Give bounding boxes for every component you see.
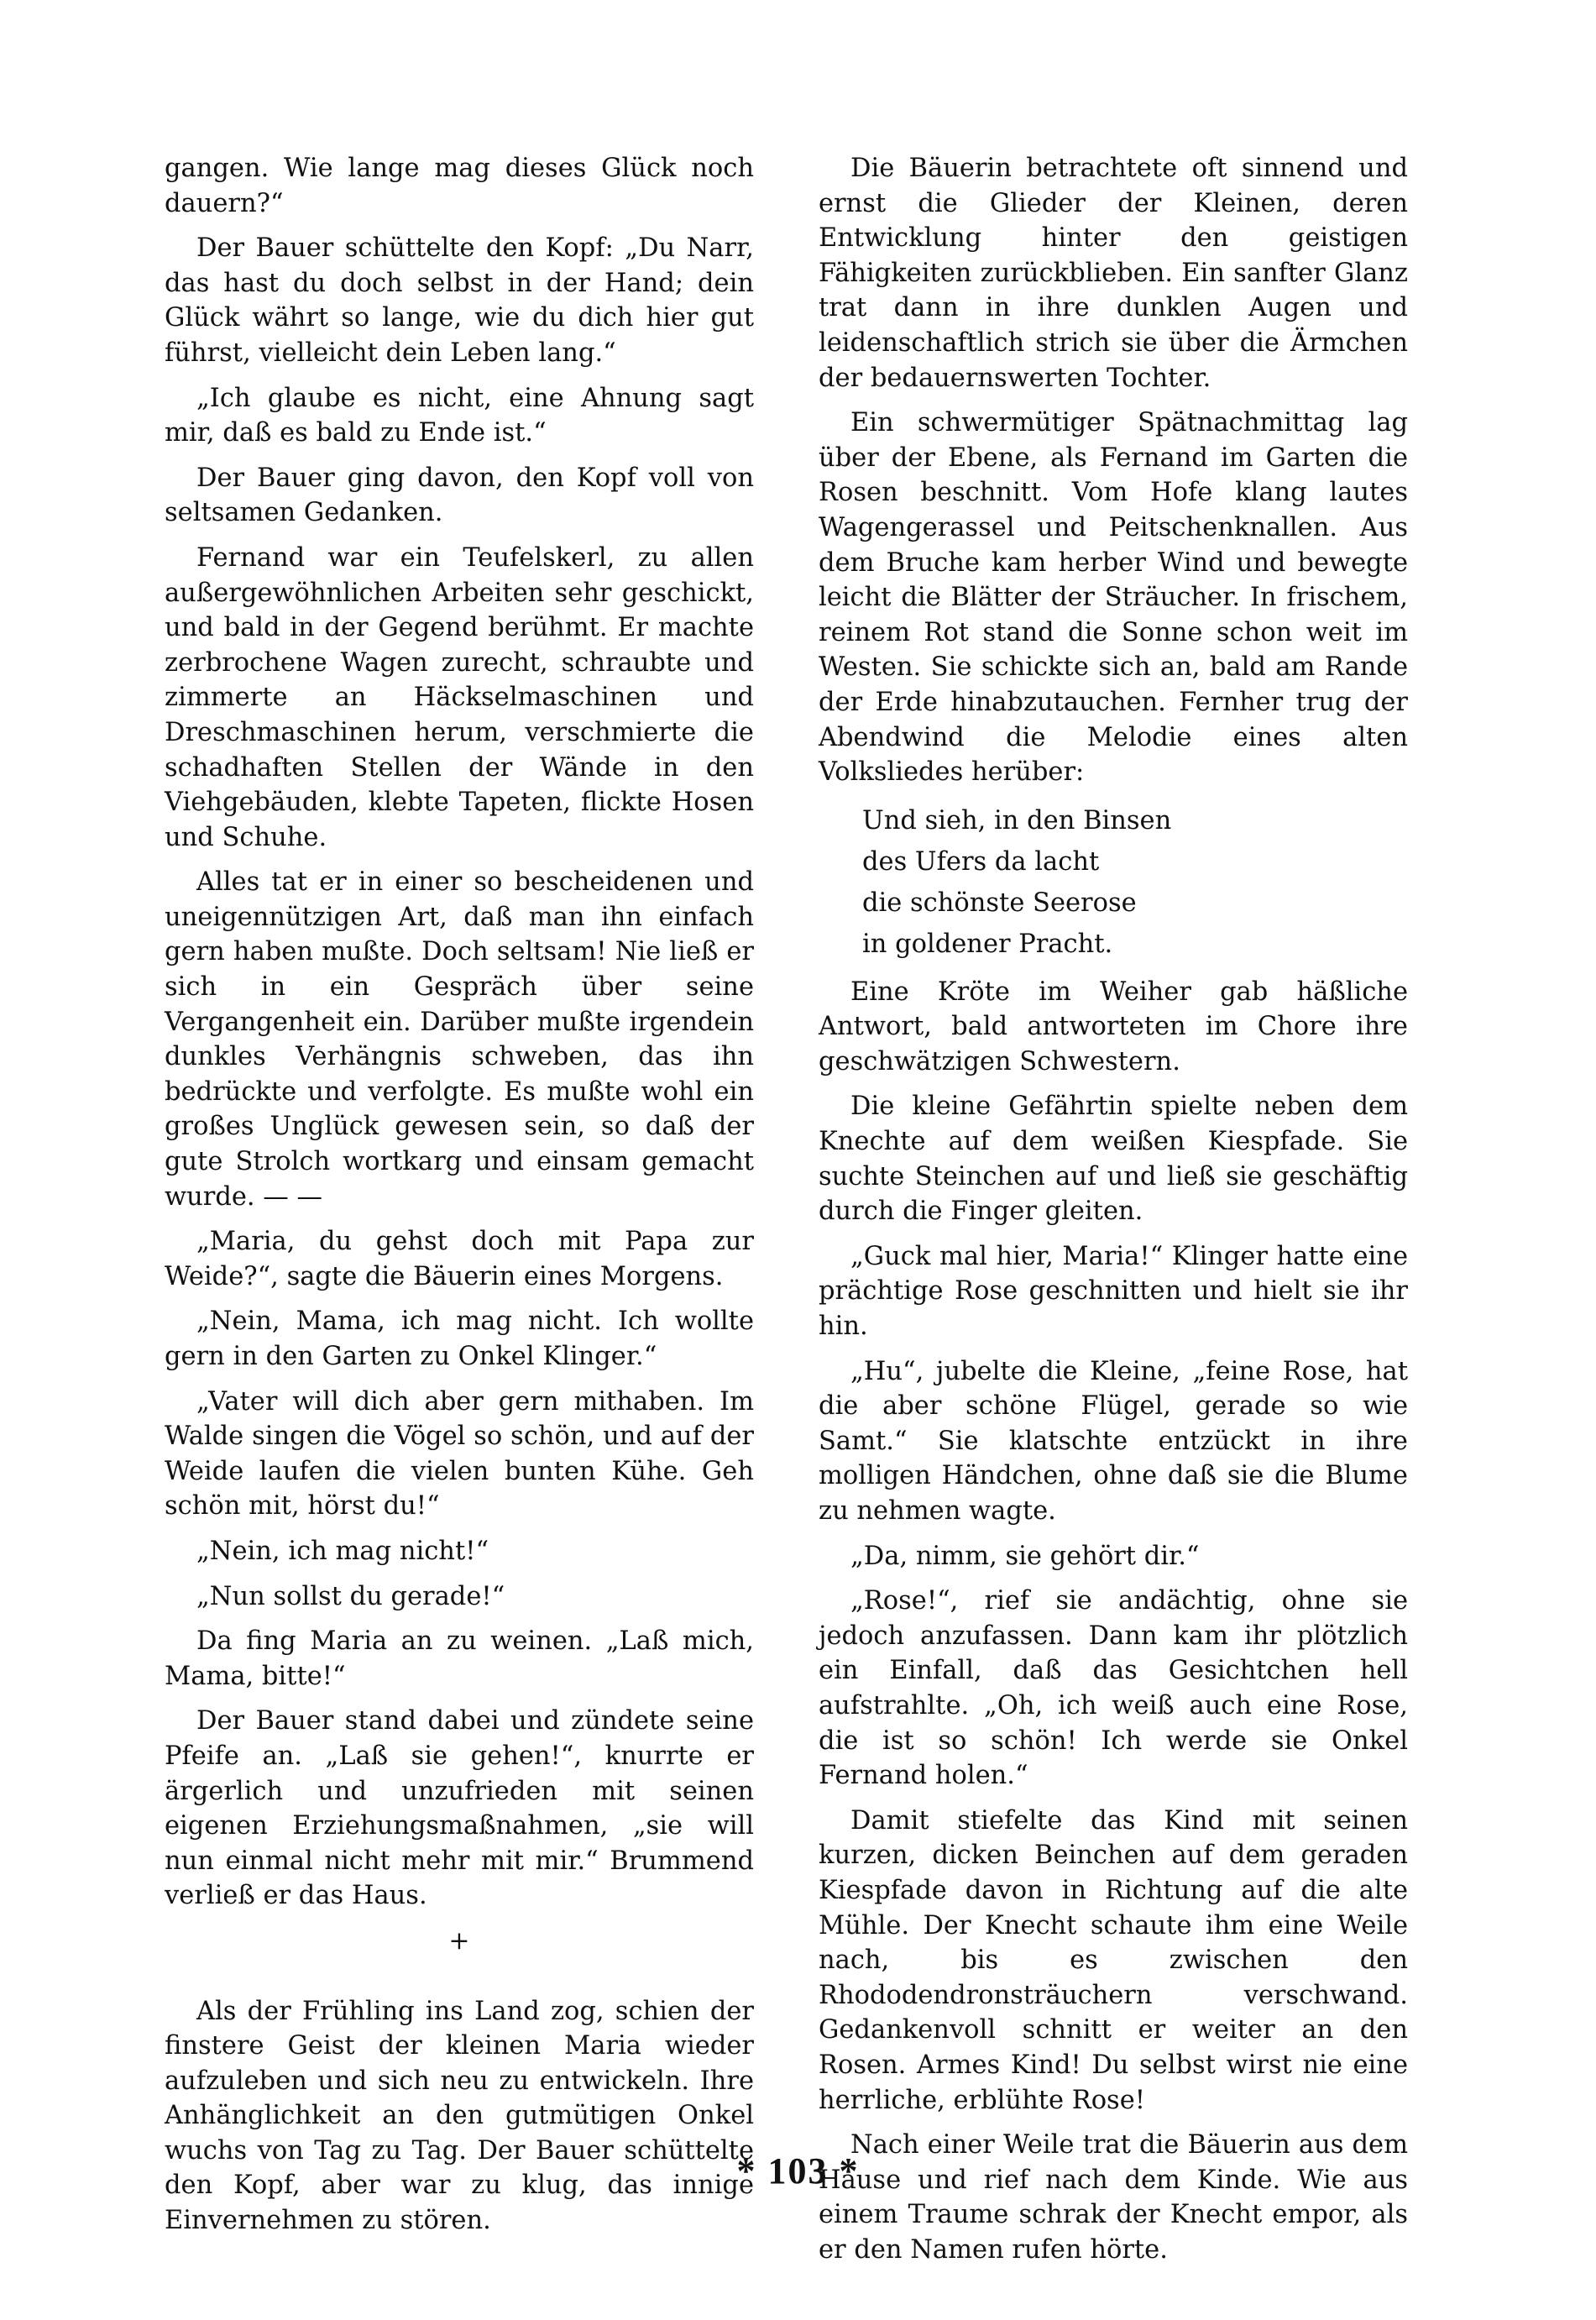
- section-divider: +: [448, 1925, 470, 1956]
- verse-line: die schönste Seerose: [862, 888, 1137, 918]
- paragraph: Damit stiefelte das Kind mit seinen kurzen, dicken Beinchen auf dem geraden Kiespfade davon in Richtung auf die alte Mühle. Der Knecht schaute ihm eine Weile nach, bis es zwischen den Rhododendronsträuchern verschwand. Gedankenvoll schnitt er weiter an den Rosen. Armes Kind! Du selbst wirst nie eine herrliche, erblühte Rose!: [819, 1805, 1408, 2115]
- paragraph: Die Bäuerin betrachtete oft sinnend und ernst die Glieder der Kleinen, deren Entwicklung hinter den geistigen Fähigkeiten zurückblieben. Ein sanfter Glanz trat dann in ihre dunklen Augen und leidenschaftlich strich sie über die Ärmchen der bedauernswerten Tochter.: [819, 154, 1408, 393]
- paragraph: Eine Kröte im Weiher gab häßliche Antwort, bald antworteten im Chore ihre geschwätzigen Schwestern.: [819, 977, 1408, 1076]
- paragraph: „Hu“, jubelte die Kleine, „feine Rose, hat die aber schöne Flügel, gerade so wie Samt.“ Sie klatschte entzückt in ihre molligen Händchen, ohne daß sie die Blume zu nehmen wagte.: [819, 1356, 1408, 1526]
- paragraph: „Nein, Mama, ich mag nicht. Ich wollte gern in den Garten zu Onkel Klinger.“: [165, 1307, 754, 1371]
- song-verse: [862, 800, 1408, 965]
- paragraph: Alles tat er in einer so bescheidenen und uneigennützigen Art, daß man ihn einfach gern haben mußte. Doch seltsam! Nie ließ er sich in ein Gespräch über seine Vergangenheit ein. Darüber mußte irgendein dunkles Verhängnis schweben, das ihn bedrückte und verfolgte. Es mußte wohl ein großes Unglück gewesen sein, so daß der gute Strolch wortkarg und einsam gemacht wurde. — —: [165, 867, 754, 1212]
- paragraph: Der Bauer schüttelte den Kopf: „Du Narr, das hast du doch selbst in der Hand; dein Glück währt so lange, wie du dich hier gut führst, vielleicht dein Leben lang.“: [165, 233, 754, 368]
- paragraph: Fernand war ein Teufelskerl, zu allen außergewöhnlichen Arbeiten sehr geschickt, und bald in der Gegend berühmt. Er machte zerbrochene Wagen zurecht, schraubte und zimmerte an Häckselmaschinen und Dreschmaschinen herum, verschmierte die schadhaften Stellen der Wände in den Viehgebäuden, klebte Tapeten, flickte Hosen und Schuhe.: [165, 542, 754, 852]
- paragraph: „Rose!“, rief sie andächtig, ohne sie jedoch anzufassen. Dann kam ihr plötzlich ein Einfall, daß das Gesichtchen hell aufstrahlte. „Oh, ich weiß auch eine Rose, die ist so schön! Ich werde sie Onkel Fernand holen.“: [819, 1586, 1408, 1791]
- paragraph: „Vater will dich aber gern mithaben. Im Walde singen die Vögel so schön, und auf der Weide laufen die vielen bunten Kühe. Geh schön mit, hörst du!“: [165, 1386, 754, 1521]
- paragraph: Ein schwermütiger Spätnachmittag lag über der Ebene, als Fernand im Garten die Rosen beschnitt. Vom Hofe klang lautes Wagengerassel und Peitschenknallen. Aus dem Bruche kam herber Wind und bewegte leicht die Blätter der Sträucher. In frischem, reinem Rot stand die Sonne schon weit im Westen. Sie schickte sich an, bald am Rande der Erde hinabzutauchen. Fernher trug der Abendwind die Melodie eines alten Volksliedes herüber:: [819, 408, 1408, 788]
- verse-line: Und sieh, in den Binsen: [862, 805, 1172, 835]
- left-column: [165, 151, 754, 2249]
- right-column: [819, 151, 1408, 2277]
- paragraph: Da fing Maria an zu weinen. „Laß mich, Mama, bitte!“: [165, 1626, 754, 1691]
- paragraph: Als der Frühling ins Land zog, schien der finstere Geist der kleinen Maria wieder aufzuleben und sich neu zu entwickeln. Ihre Anhänglichkeit an den gutmütigen Onkel wuchs von Tag zu Tag. Der Bauer schüttelte den Kopf, aber war zu klug, das innige Einvernehmen zu stören.: [165, 1996, 754, 2236]
- paragraph: „Maria, du gehst doch mit Papa zur Weide?“, sagte die Bäuerin eines Morgens.: [165, 1227, 754, 1291]
- paragraph: Der Bauer stand dabei und zündete seine Pfeife an. „Laß sie gehen!“, knurrte er ärgerlich und unzufrieden mit seinen eigenen Erziehungsmaßnahmen, „sie will nun einmal nicht mehr mit mir.“ Brummend verließ er das Haus.: [165, 1706, 754, 1911]
- paragraph: „Nun sollst du gerade!“: [196, 1581, 505, 1611]
- verse-line: in goldener Pracht.: [862, 929, 1113, 959]
- paragraph: Die kleine Gefährtin spielte neben dem Knechte auf dem weißen Kiespfade. Sie suchte Steinchen auf und ließ sie geschäftig durch die Finger gleiten.: [819, 1092, 1408, 1227]
- paragraph: „Ich glaube es nicht, eine Ahnung sagt mir, daß es bald zu Ende ist.“: [165, 383, 754, 448]
- paragraph: Der Bauer ging davon, den Kopf voll von seltsamen Gedanken.: [165, 463, 754, 528]
- paragraph: „Nein, ich mag nicht!“: [196, 1536, 489, 1566]
- paragraph: Nach einer Weile trat die Bäuerin aus dem Hause und rief nach dem Kinde. Wie aus einem Traume schrak der Knecht empor, als er den Namen rufen hörte.: [819, 2130, 1408, 2265]
- verse-line: des Ufers da lacht: [862, 846, 1100, 877]
- page-number: * 103 *: [736, 2150, 860, 2192]
- paragraph: gangen. Wie lange mag dieses Glück noch dauern?“: [165, 154, 754, 218]
- paragraph: „Guck mal hier, Maria!“ Klinger hatte eine prächtige Rose geschnitten und hielt sie ihr hin.: [819, 1241, 1408, 1342]
- paragraph: „Da, nimm, sie gehört dir.“: [850, 1541, 1200, 1571]
